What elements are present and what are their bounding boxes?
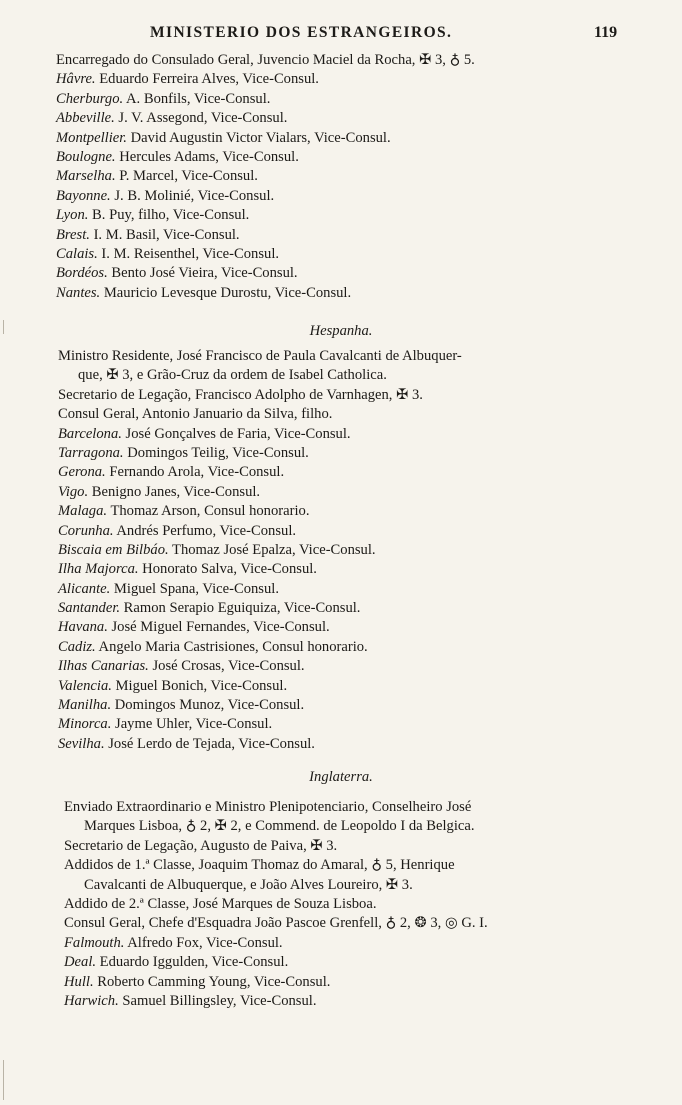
running-title: MINISTERIO DOS ESTRANGEIROS. [150, 24, 453, 41]
entry-line [0, 735, 682, 754]
place-name: Alicante. [58, 580, 111, 597]
entry-text: Jayme Uhler, Vice-Consul. [111, 716, 273, 733]
entry-line [0, 715, 682, 734]
entry-line [0, 444, 682, 463]
entry-text: David Augustin Victor Vialars, Vice-Consul. [126, 129, 391, 146]
entry-text: B. Puy, filho, Vice-Consul. [88, 207, 250, 224]
entry-text: Addidos de 1.ª Classe, Joaquim Thomaz do Amaral, ♁ 5, Henrique [64, 857, 455, 874]
place-name: Cadiz. [58, 638, 96, 655]
place-name: Bordéos. [56, 265, 108, 282]
place-name: Abbeville. [56, 110, 115, 127]
place-name: Malaga. [58, 503, 108, 520]
entry-text: J. V. Assegond, Vice-Consul. [114, 110, 288, 127]
entry-line [0, 895, 682, 914]
place-name: Valencia. [58, 677, 112, 694]
place-name: Falmouth. [64, 934, 125, 951]
entry-line [0, 856, 682, 875]
page-number: 119 [594, 24, 618, 41]
section-heading-inglaterra [0, 768, 682, 787]
entry-line [0, 837, 682, 856]
entry-text: Domingos Munoz, Vice-Consul. [111, 697, 305, 714]
place-name: Harwich. [64, 992, 119, 1009]
place-name: Cherburgo. [56, 90, 124, 107]
entry-line [0, 70, 682, 89]
place-name: Sevilha. [58, 735, 105, 752]
entry-line [0, 580, 682, 599]
entry-text: Domingos Teilig, Vice-Consul. [123, 444, 309, 461]
entry-text: Consul Geral, Antonio Januario da Silva, filho. [58, 406, 333, 423]
entry-text: José Lerdo de Tejada, Vice-Consul. [104, 735, 315, 752]
entry-text: José Gonçalves de Faria, Vice-Consul. [121, 425, 351, 442]
entry-text: Eduardo Iggulden, Vice-Consul. [96, 954, 289, 971]
heading-inglaterra: Inglaterra. [309, 769, 373, 785]
heading-hespanha: Hespanha. [309, 323, 373, 339]
entry-text: Thomaz José Epalza, Vice-Consul. [168, 541, 376, 558]
entry-text: Eduardo Ferreira Alves, Vice-Consul. [95, 71, 319, 88]
place-name: Deal. [64, 954, 97, 971]
entry-line [0, 953, 682, 972]
entry-line [0, 109, 682, 128]
place-name: Bayonne. [56, 187, 111, 204]
entry-line [0, 876, 682, 895]
entry-line [0, 264, 682, 283]
entry-line [0, 226, 682, 245]
entry-text: Bento José Vieira, Vice-Consul. [107, 265, 298, 282]
entry-text: Honorato Salva, Vice-Consul. [138, 561, 317, 578]
entry-text: P. Marcel, Vice-Consul. [115, 168, 258, 185]
entry-text: Fernando Arola, Vice-Consul. [105, 464, 285, 481]
entry-text: Roberto Camming Young, Vice-Consul. [93, 973, 331, 990]
entry-text: Miguel Spana, Vice-Consul. [110, 580, 279, 597]
place-name: Minorca. [58, 716, 112, 733]
entry-line [0, 405, 682, 424]
entry-line [0, 483, 682, 502]
entry-line [0, 677, 682, 696]
entry-text: Alfredo Fox, Vice-Consul. [124, 934, 283, 951]
place-name: Calais. [56, 245, 98, 262]
entry-line [0, 696, 682, 715]
inglaterra-list [0, 798, 682, 1011]
margin-mark [3, 320, 4, 334]
entry-text: Consul Geral, Chefe d'Esquadra João Pascoe Grenfell, ♁ 2, ❂ 3, ◎ G. I. [64, 915, 488, 932]
entry-text: Miguel Bonich, Vice-Consul. [111, 677, 288, 694]
entry-text: Hercules Adams, Vice-Consul. [115, 148, 299, 165]
entry-line [0, 934, 682, 953]
entry-line [0, 657, 682, 676]
entry-text: que, ✠ 3, e Grão-Cruz da ordem de Isabel Catholica. [78, 367, 387, 384]
entry-line [0, 129, 682, 148]
entry-line [0, 973, 682, 992]
place-name: Montpellier. [56, 129, 127, 146]
france-consulates-list [0, 51, 682, 303]
place-name: Tarragona. [58, 444, 124, 461]
entry-text: Ramon Serapio Eguiquiza, Vice-Consul. [120, 600, 361, 617]
entry-text: Angelo Maria Castrisiones, Consul honorario. [95, 638, 368, 655]
entry-line [0, 51, 682, 70]
entry-line [0, 366, 682, 385]
place-name: Nantes. [56, 284, 101, 301]
entry-text: Marques Lisboa, ♁ 2, ✠ 2, e Commend. de Leopoldo I da Belgica. [84, 818, 475, 835]
entry-text: I. M. Basil, Vice-Consul. [89, 226, 240, 243]
section-heading-hespanha [0, 322, 682, 341]
place-name: Ilhas Canarias. [58, 658, 149, 675]
entry-line [0, 206, 682, 225]
place-name: Ilha Majorca. [58, 561, 139, 578]
entry-line [0, 638, 682, 657]
place-name: Gerona. [58, 464, 106, 481]
place-name: Manilha. [58, 697, 112, 714]
entry-line [0, 560, 682, 579]
entry-text: Addido de 2.ª Classe, José Marques de Souza Lisboa. [64, 895, 377, 912]
entry-line [0, 618, 682, 637]
entry-line [0, 245, 682, 264]
entry-text: J. B. Molinié, Vice-Consul. [110, 187, 275, 204]
entry-line [0, 522, 682, 541]
entry-line [0, 284, 682, 303]
place-name: Brest. [56, 226, 90, 243]
entry-line [0, 347, 682, 366]
entry-text: Secretario de Legação, Augusto de Paiva, ✠ 3. [64, 837, 338, 854]
entry-line [0, 502, 682, 521]
entry-line [0, 914, 682, 933]
hespanha-list [0, 347, 682, 754]
entry-text: A. Bonfils, Vice-Consul. [123, 90, 271, 107]
entry-line [0, 386, 682, 405]
page-header [0, 24, 682, 46]
place-name: Boulogne. [56, 148, 116, 165]
place-name: Santander. [58, 600, 121, 617]
entry-line [0, 992, 682, 1011]
place-name: Havana. [58, 619, 108, 636]
entry-text: Andrés Perfumo, Vice-Consul. [113, 522, 297, 539]
entry-text: I. M. Reisenthel, Vice-Consul. [97, 245, 280, 262]
place-name: Marselha. [56, 168, 116, 185]
margin-mark [3, 1060, 4, 1100]
entry-text: Ministro Residente, José Francisco de Paula Cavalcanti de Albuquer- [58, 348, 462, 364]
entry-text: José Crosas, Vice-Consul. [148, 658, 305, 675]
entry-line [0, 817, 682, 836]
entry-text: Encarregado do Consulado Geral, Juvencio Maciel da Rocha, ✠ 3, ♁ 5. [56, 52, 475, 68]
place-name: Barcelona. [58, 425, 122, 442]
place-name: Vigo. [58, 483, 89, 500]
entry-text: Secretario de Legação, Francisco Adolpho de Varnhagen, ✠ 3. [58, 386, 423, 403]
entry-text: Samuel Billingsley, Vice-Consul. [118, 992, 317, 1009]
entry-line [0, 798, 682, 817]
entry-text: Thomaz Arson, Consul honorario. [107, 503, 310, 520]
place-name: Hull. [64, 973, 94, 990]
entry-text: José Miguel Fernandes, Vice-Consul. [107, 619, 330, 636]
entry-line [0, 148, 682, 167]
entry-line [0, 167, 682, 186]
entry-text: Cavalcanti de Albuquerque, e João Alves Loureiro, ✠ 3. [84, 876, 413, 893]
entry-line [0, 187, 682, 206]
entry-line [0, 541, 682, 560]
entry-text: Enviado Extraordinario e Ministro Plenipotenciario, Conselheiro José [64, 799, 472, 815]
place-name: Corunha. [58, 522, 114, 539]
entry-line [0, 599, 682, 618]
place-name: Hâvre. [56, 71, 96, 88]
place-name: Lyon. [56, 207, 89, 224]
entry-text: Benigno Janes, Vice-Consul. [88, 483, 261, 500]
place-name: Biscaia em Bilbáo. [58, 541, 169, 558]
entry-line [0, 425, 682, 444]
entry-text: Mauricio Levesque Durostu, Vice-Consul. [100, 284, 352, 301]
entry-line [0, 463, 682, 482]
entry-line [0, 90, 682, 109]
